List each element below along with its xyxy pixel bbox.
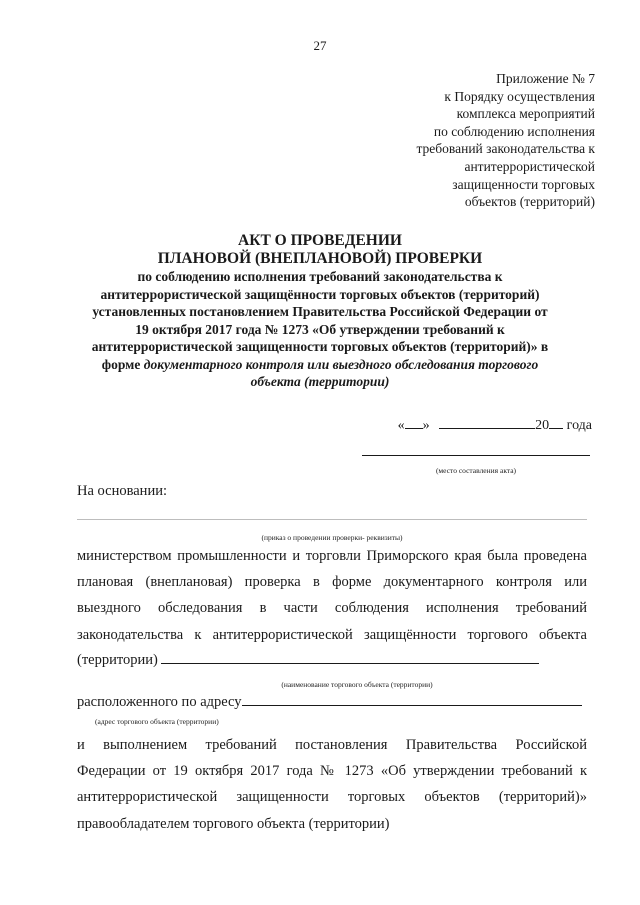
body-line: плановая (внеплановая) проверка в форме документарного контроля или (77, 574, 587, 591)
appendix-line: антитеррористической (464, 158, 595, 174)
page-number: 27 (313, 38, 327, 53)
body-line: Федерации от 19 октября 2017 года № 1273 «Об утверждении требований к (77, 763, 587, 780)
subtitle-form-line (60, 373, 580, 391)
form-prefix: форме (101, 356, 144, 372)
body-paragraph (77, 543, 587, 648)
year-blank[interactable] (549, 414, 563, 429)
basis-label: На основании: (77, 483, 167, 499)
subtitle-line: антитеррористической защищённости торговых объектов (территорий) (100, 286, 540, 302)
appendix-line: объектов (территорий) (464, 194, 595, 210)
appendix-line: по соблюдению исполнения (433, 123, 595, 139)
month-blank[interactable] (439, 414, 535, 429)
appendix-line: к Порядку осуществления (444, 88, 595, 104)
body-line: министерством промышленности и торговли Приморского края была проведена (77, 548, 587, 564)
date-close-quote: » (422, 418, 430, 433)
appendix-header (275, 70, 595, 211)
object-caption: (наименование торгового объекта (территории) (281, 680, 433, 689)
appendix-line: комплекса мероприятий (456, 106, 595, 122)
territory-row (77, 650, 539, 669)
subtitle-line: установленных постановлением Правительства Российской Федерации от (92, 304, 548, 319)
body-line: и выполнением требований постановления Правительства Российской (77, 737, 587, 753)
title-line: АКТ О ПРОВЕДЕНИИ (238, 232, 402, 249)
territory-label: (территории) (77, 652, 162, 668)
subtitle-line: антитеррористической защищенности торговых объектов (территорий)» в (91, 339, 549, 354)
place-caption: (место составления акта) (435, 466, 517, 475)
form-type-italic: документарного контроля или выездного обследования торгового (143, 356, 539, 372)
address-caption: (адрес торгового объекта (территории) (95, 717, 219, 726)
object-name-blank[interactable] (161, 650, 539, 664)
day-blank[interactable] (405, 414, 423, 429)
place-blank[interactable] (362, 455, 590, 456)
body-line: законодательства к антитеррористической защищённости торгового объекта (77, 626, 587, 643)
appendix-line: Приложение № 7 (496, 71, 595, 86)
address-row (77, 692, 582, 711)
subtitle-line: 19 октября 2017 года № 1273 «Об утверждении требований к (135, 321, 505, 337)
body-paragraph (77, 732, 587, 837)
year-suffix: года (563, 418, 592, 433)
document-title (60, 232, 580, 391)
body-line: правообладателем торгового объекта (территории) (77, 815, 390, 832)
form-type-italic: объекта (территории) (250, 374, 390, 389)
year-prefix: 20 (535, 418, 550, 433)
basis-blank[interactable] (77, 519, 587, 520)
body-line: антитеррористической защищенности торговых объектов (территорий)» (77, 789, 587, 806)
subtitle-form-line (60, 356, 580, 374)
body-line: выездного обследования в части соблюдения исполнения требований (77, 600, 587, 617)
appendix-line: защищенности торговых (452, 176, 595, 192)
address-blank[interactable] (242, 692, 582, 706)
title-line: ПЛАНОВОЙ (ВНЕПЛАНОВОЙ) ПРОВЕРКИ (157, 250, 483, 267)
appendix-line: требований законодательства к (416, 141, 595, 157)
date-open-quote: « (397, 418, 405, 433)
basis-caption: (приказ о проведении проверки- реквизиты) (261, 533, 403, 542)
subtitle-line: по соблюдению исполнения требований законодательства к (137, 269, 503, 284)
address-label: расположенного по адресу (77, 694, 242, 710)
date-line (398, 414, 592, 434)
